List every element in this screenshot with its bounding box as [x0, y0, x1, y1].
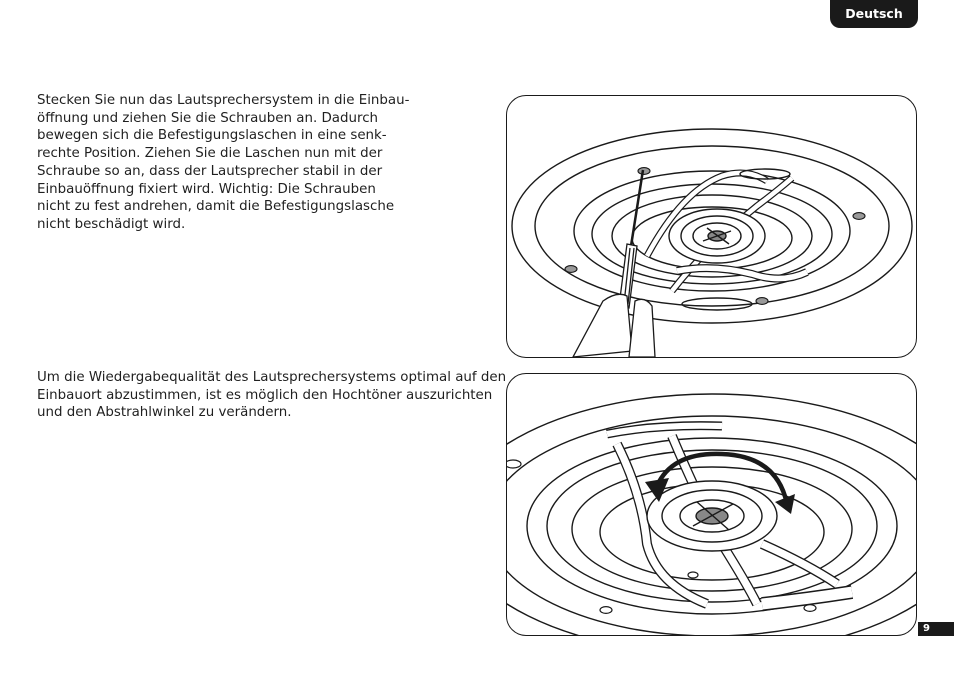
text-line: nicht zu fest andrehen, damit die Befestigungslasche: [37, 199, 395, 215]
text-line: Um die Wiedergabequalität des Lautsprechersystems optimal auf den: [37, 370, 507, 385]
text-line: Einbauöffnung fixiert wird. Wichtig: Die Schrauben: [37, 181, 376, 197]
text-line: Schraube so an, dass der Lautsprecher stabil in der: [37, 163, 383, 179]
text-line: bewegen sich die Befestigungslaschen in eine senk-: [37, 128, 387, 144]
text-line: und den Abstrahlwinkel zu verändern.: [37, 405, 292, 421]
text-line: Einbauort abzustimmen, ist es möglich den Hochtöner auszurichten: [37, 387, 493, 403]
text-line: rechte Position. Ziehen Sie die Laschen nun mit der: [37, 146, 383, 162]
page-number: 9: [918, 622, 954, 636]
text-line: öffnung und ziehen Sie die Schrauben an. Dadurch: [37, 110, 379, 126]
speaker-screwdriver-drawing: [507, 96, 916, 357]
tweeter-rotation-drawing: [507, 374, 916, 635]
tweeter-rotation-illustration: [506, 373, 917, 636]
speaker-mounting-illustration: [506, 95, 917, 358]
text-line: Stecken Sie nun das Lautsprechersystem in die Einbau-: [37, 93, 410, 108]
text-line: nicht beschädigt wird.: [37, 216, 186, 232]
installation-instructions: [37, 92, 410, 234]
language-tab: Deutsch: [830, 0, 918, 28]
tweeter-adjustment-instructions: [37, 369, 507, 422]
